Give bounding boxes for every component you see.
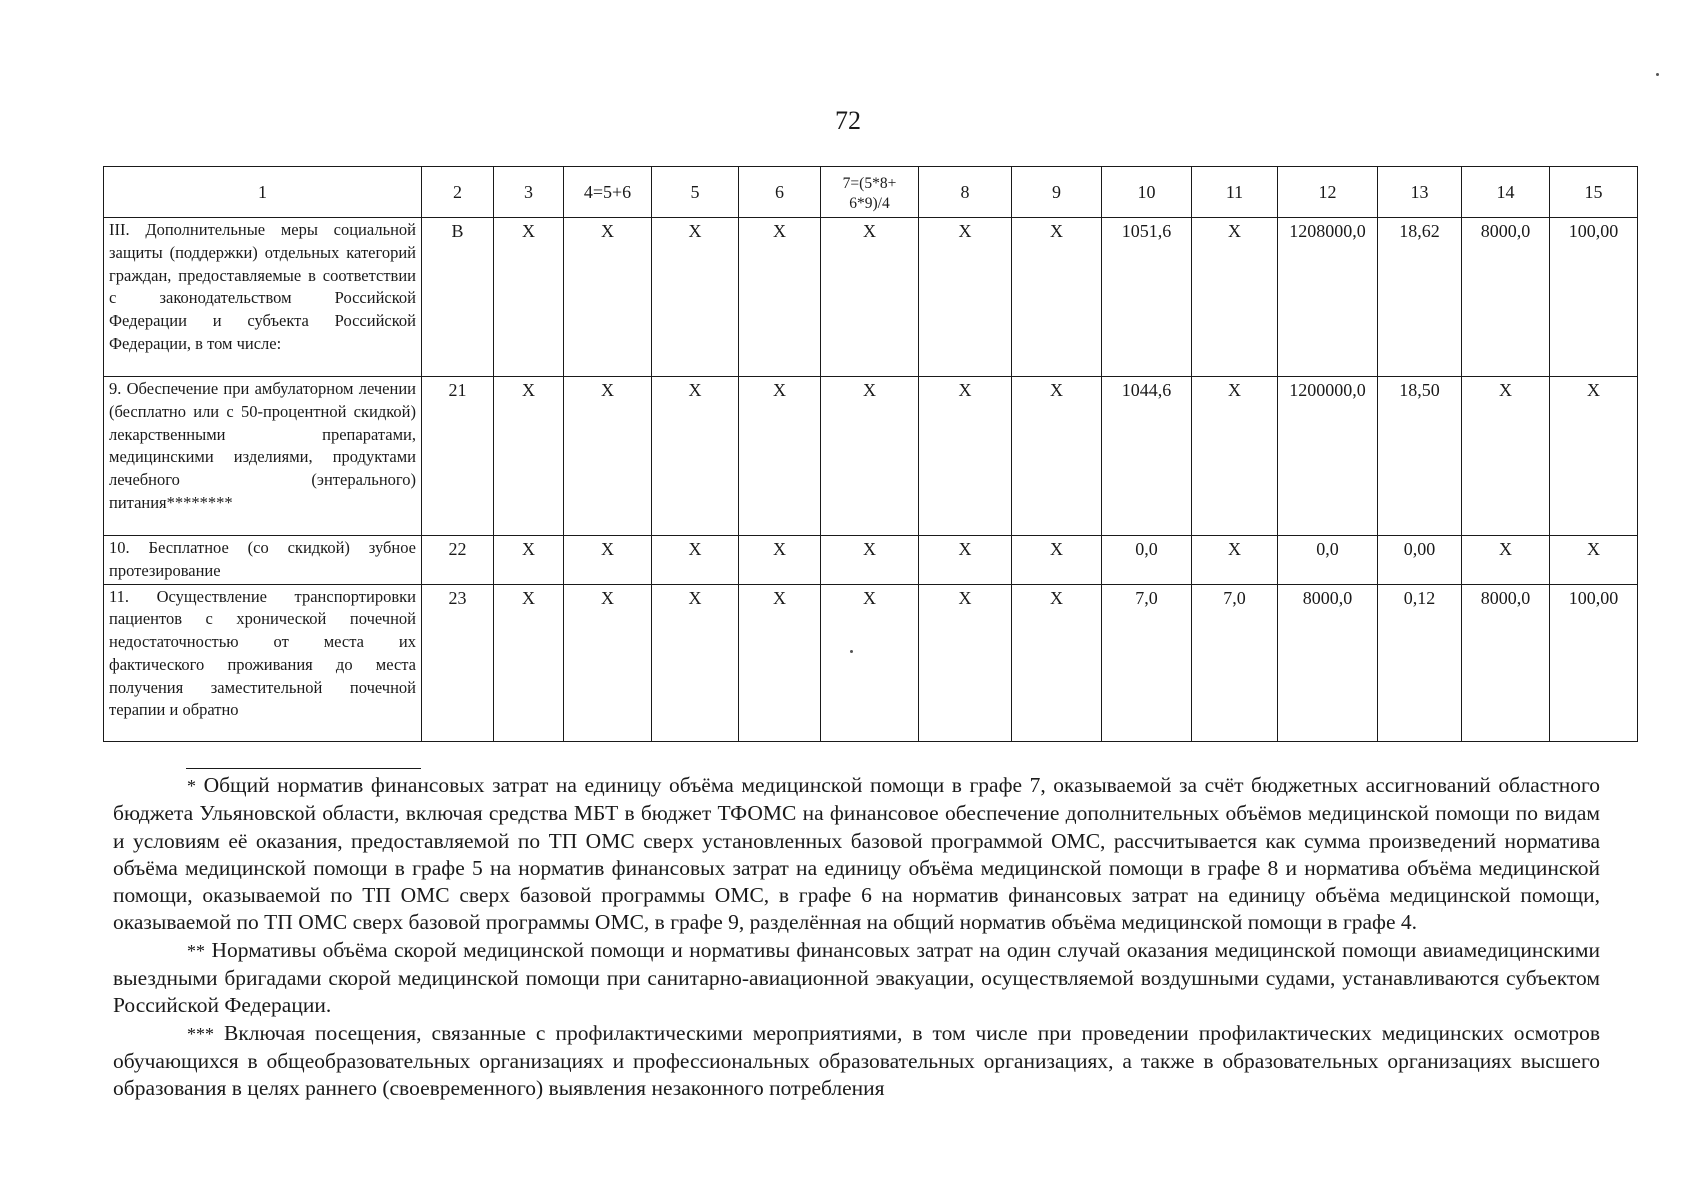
cell-col10: 1044,6 bbox=[1102, 377, 1192, 536]
cell-col11: Х bbox=[1192, 536, 1278, 585]
cell-col14: 8000,0 bbox=[1462, 584, 1550, 741]
norms-table bbox=[103, 166, 1638, 742]
footnote-3 bbox=[113, 1020, 1600, 1103]
cell-col11: Х bbox=[1192, 218, 1278, 377]
cell-col3: Х bbox=[494, 584, 564, 741]
row-description: 10. Бесплатное (со скидкой) зубное протезирование bbox=[104, 536, 422, 585]
header-cell: 3 bbox=[494, 167, 564, 218]
cell-col3: Х bbox=[494, 218, 564, 377]
cell-col15: Х bbox=[1550, 377, 1638, 536]
cell-col5: Х bbox=[652, 536, 739, 585]
header-cell: 14 bbox=[1462, 167, 1550, 218]
scan-speck bbox=[1656, 73, 1659, 76]
header-cell: 2 bbox=[422, 167, 494, 218]
cell-col12: 1200000,0 bbox=[1278, 377, 1378, 536]
cell-col9: Х bbox=[1012, 536, 1102, 585]
footnote-mark: * bbox=[187, 776, 196, 796]
cell-col13: 0,00 bbox=[1378, 536, 1462, 585]
cell-col7: Х bbox=[821, 377, 919, 536]
cell-col4: Х bbox=[564, 584, 652, 741]
row-description: III. Дополнительные меры социальной защиты (поддержки) отдельных категорий граждан, предоставляемые в соответствии с законодательством Российской Федерации и субъекта Российской Федерации, в том числе: bbox=[104, 218, 422, 377]
row-description: 9. Обеспечение при амбулаторном лечении (бесплатно или с 50-процентной скидкой) лекарственными препаратами, медицинскими изделиями, продуктами лечебного (энтерального) питания******** bbox=[104, 377, 422, 536]
cell-col6: Х bbox=[739, 218, 821, 377]
row-code: 23 bbox=[422, 584, 494, 741]
cell-col8: Х bbox=[919, 377, 1012, 536]
cell-col8: Х bbox=[919, 536, 1012, 585]
cell-col11: 7,0 bbox=[1192, 584, 1278, 741]
cell-col10: 0,0 bbox=[1102, 536, 1192, 585]
cell-col13: 0,12 bbox=[1378, 584, 1462, 741]
cell-col7: Х bbox=[821, 536, 919, 585]
table-row bbox=[104, 584, 1638, 741]
footnote-mark: *** bbox=[187, 1023, 214, 1044]
cell-col14: Х bbox=[1462, 536, 1550, 585]
footnotes bbox=[113, 772, 1600, 1103]
cell-col5: Х bbox=[652, 584, 739, 741]
footnote-text: Общий норматив финансовых затрат на единицу объёма медицинской помощи в графе 7, оказываемой за счёт бюджетных ассигнований областного бюджета Ульяновской области, включая средства МБТ в бюджет ТФОМС на финансовое обеспечение дополнительных объёмов медицинской помощи по видам и условиям её оказания, предоставляемой по ТП ОМС сверх установленных базовой программой ОМС, рассчитывается как сумма произведений норматива объёма медицинской помощи в графе 5 на норматив финансовых затрат на единицу объёма медицинской помощи в графе 8 и норматива объёма медицинской помощи, оказываемой по ТП ОМС сверх базовой программы ОМС, в графе 6 на норматив финансовых затрат на единицу объёма медицинской помощи, оказываемой по ТП ОМС сверх базовой программы ОМС, в графе 9, разделённая на общий норматив объёма медицинской помощи в графе 4. bbox=[113, 773, 1601, 935]
cell-col7: Х bbox=[821, 584, 919, 741]
cell-col4: Х bbox=[564, 218, 652, 377]
table-row bbox=[104, 218, 1638, 377]
cell-col3: Х bbox=[494, 536, 564, 585]
cell-col14: Х bbox=[1462, 377, 1550, 536]
row-description: 11. Осуществление транспортировки пациентов с хронической почечной недостаточностью от места их фактического проживания до места получения заместительной почечной терапии и обратно bbox=[104, 584, 422, 741]
header-cell: 11 bbox=[1192, 167, 1278, 218]
footnote-text: Включая посещения, связанные с профилактическими мероприятиями, в том числе при проведении профилактических медицинских осмотров обучающихся в общеобразовательных организациях и профессиональных образовательных организациях, а также в образовательных организациях высшего образования в целях раннего (своевременного) выявления незаконного потребления bbox=[113, 1020, 1600, 1101]
row-code: В bbox=[422, 218, 494, 377]
cell-col10: 1051,6 bbox=[1102, 218, 1192, 377]
header-cell: 13 bbox=[1378, 167, 1462, 218]
row-code: 21 bbox=[422, 377, 494, 536]
footnote-text: Нормативы объёма скорой медицинской помощи и нормативы финансовых затрат на один случай оказания медицинской помощи авиамедицинскими выездными бригадами скорой медицинской помощи при санитарно-авиационной эвакуации, осуществляемой воздушными судами, устанавливаются субъектом Российской Федерации. bbox=[113, 937, 1601, 1018]
table-row bbox=[104, 536, 1638, 585]
header-cell: 4=5+6 bbox=[564, 167, 652, 218]
header-cell: 8 bbox=[919, 167, 1012, 218]
cell-col4: Х bbox=[564, 536, 652, 585]
cell-col6: Х bbox=[739, 536, 821, 585]
header-cell: 1 bbox=[104, 167, 422, 218]
cell-col3: Х bbox=[494, 377, 564, 536]
cell-col13: 18,62 bbox=[1378, 218, 1462, 377]
cell-col9: Х bbox=[1012, 584, 1102, 741]
header-cell: 9 bbox=[1012, 167, 1102, 218]
cell-col7: Х bbox=[821, 218, 919, 377]
cell-col11: Х bbox=[1192, 377, 1278, 536]
cell-col15: 100,00 bbox=[1550, 584, 1638, 741]
header-cell: 10 bbox=[1102, 167, 1192, 218]
footnote-separator bbox=[186, 768, 421, 769]
cell-col6: Х bbox=[739, 377, 821, 536]
header-cell: 6 bbox=[739, 167, 821, 218]
cell-col8: Х bbox=[919, 584, 1012, 741]
cell-col13: 18,50 bbox=[1378, 377, 1462, 536]
cell-col6: Х bbox=[739, 584, 821, 741]
row-code: 22 bbox=[422, 536, 494, 585]
cell-col15: Х bbox=[1550, 536, 1638, 585]
cell-col8: Х bbox=[919, 218, 1012, 377]
cell-col10: 7,0 bbox=[1102, 584, 1192, 741]
header-cell: 15 bbox=[1550, 167, 1638, 218]
cell-col12: 0,0 bbox=[1278, 536, 1378, 585]
cell-col5: Х bbox=[652, 218, 739, 377]
table-row bbox=[104, 377, 1638, 536]
header-cell: 5 bbox=[652, 167, 739, 218]
cell-col15: 100,00 bbox=[1550, 218, 1638, 377]
table-header-row bbox=[104, 167, 1638, 218]
footnote-1 bbox=[113, 772, 1600, 937]
header-cell: 12 bbox=[1278, 167, 1378, 218]
cell-col9: Х bbox=[1012, 377, 1102, 536]
scan-speck bbox=[850, 650, 853, 653]
footnote-2 bbox=[113, 937, 1600, 1020]
cell-col12: 8000,0 bbox=[1278, 584, 1378, 741]
page-number: 72 bbox=[835, 106, 861, 135]
cell-col12: 1208000,0 bbox=[1278, 218, 1378, 377]
footnote-mark: ** bbox=[187, 940, 205, 961]
cell-col4: Х bbox=[564, 377, 652, 536]
cell-col9: Х bbox=[1012, 218, 1102, 377]
cell-col5: Х bbox=[652, 377, 739, 536]
cell-col14: 8000,0 bbox=[1462, 218, 1550, 377]
header-cell-formula: 7=(5*8+ 6*9)/4 bbox=[821, 167, 919, 218]
